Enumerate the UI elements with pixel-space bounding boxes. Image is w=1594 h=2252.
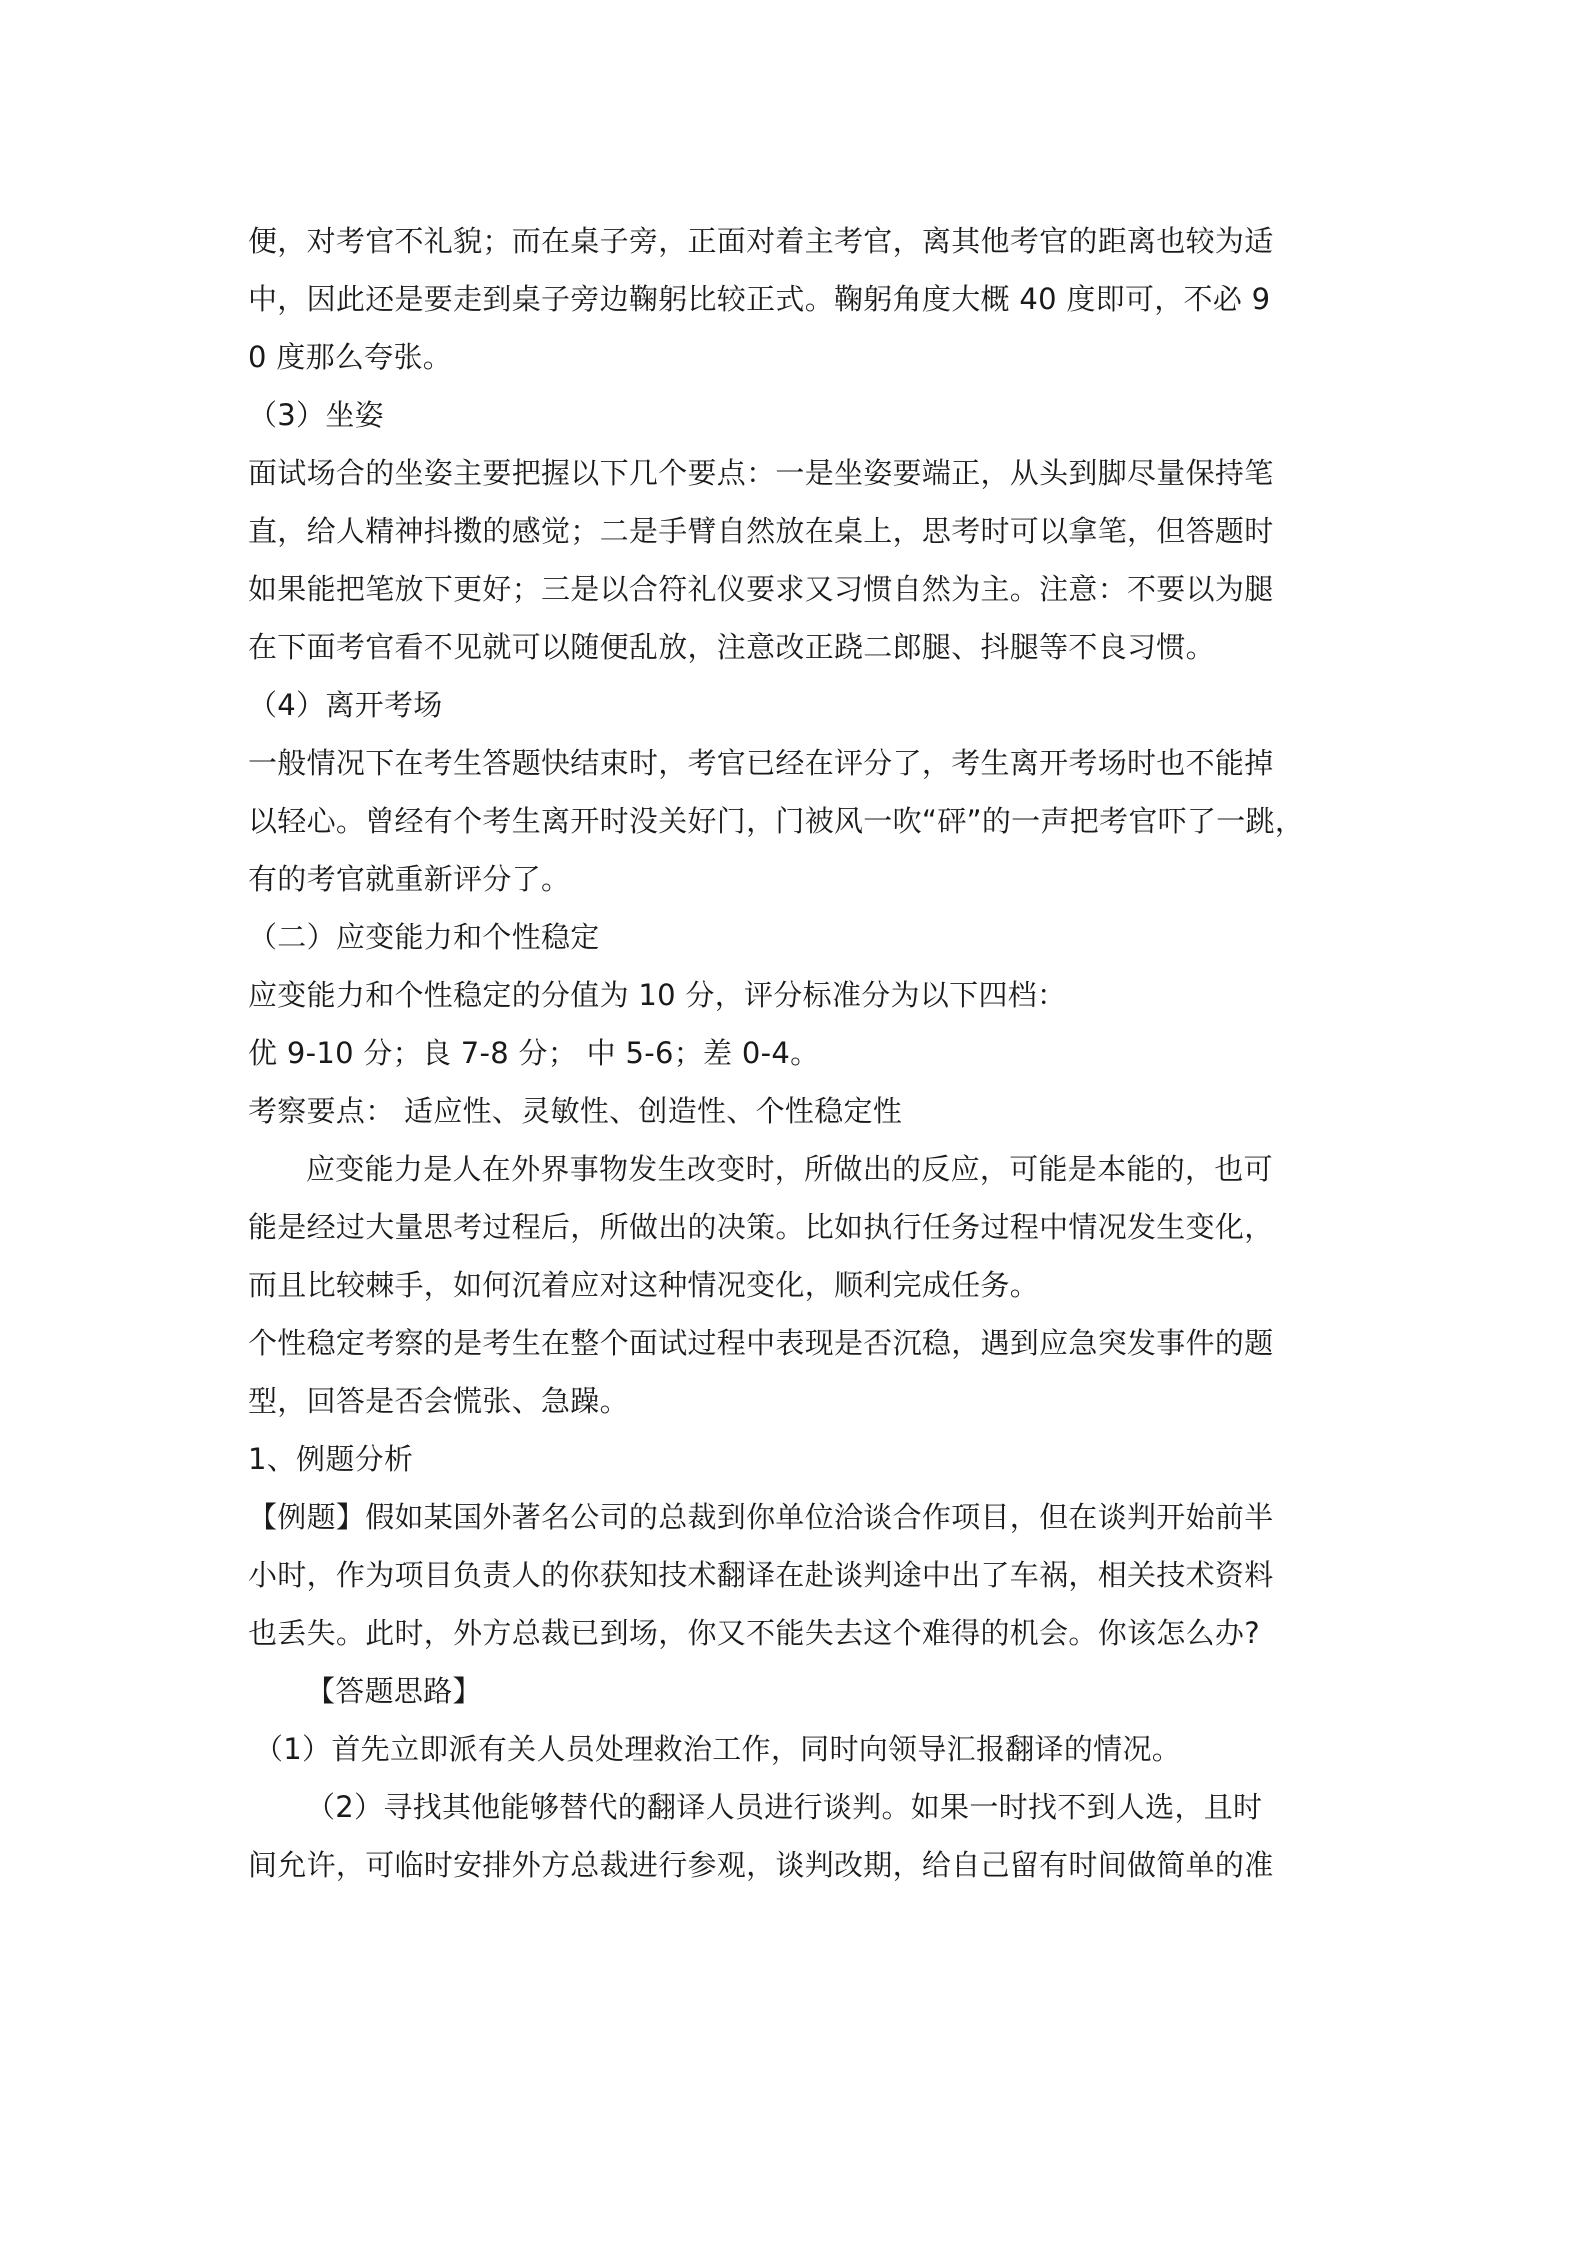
paragraph-line: 面试场合的坐姿主要把握以下几个要点：一是坐姿要端正，从头到脚尽量保持笔: [248, 456, 1274, 490]
paragraph-line: 如果能把笔放下更好；三是以合符礼仪要求又习惯自然为主。注意：不要以为腿: [248, 572, 1274, 606]
paragraph-line: 间允许，可临时安排外方总裁进行参观，谈判改期，给自己留有时间做简单的准: [248, 1848, 1274, 1882]
paragraph-line: 个性稳定考察的是考生在整个面试过程中表现是否沉稳，遇到应急突发事件的题: [248, 1326, 1274, 1360]
section-heading-adaptability: （二）应变能力和个性稳定: [248, 920, 600, 954]
example-question-line: 也丢失。此时，外方总裁已到场，你又不能失去这个难得的机会。你该怎么办?: [248, 1616, 1260, 1650]
section-heading-leaving-exam-room: （4）离开考场: [248, 688, 443, 722]
paragraph-line: 直，给人精神抖擞的感觉；二是手臂自然放在桌上，思考时可以拿笔，但答题时: [248, 514, 1274, 548]
answer-approach-heading: 【答题思路】: [306, 1674, 482, 1708]
paragraph-line: 0 度那么夸张。: [248, 340, 453, 374]
paragraph-line: 型，回答是否会慌张、急躁。: [248, 1384, 629, 1418]
paragraph-line: 应变能力是人在外界事物发生改变时，所做出的反应，可能是本能的，也可: [306, 1152, 1273, 1186]
paragraph-line: 便，对考官不礼貌；而在桌子旁，正面对着主考官，离其他考官的距离也较为适: [248, 224, 1274, 258]
section-heading-sitting-posture: （3）坐姿: [248, 398, 384, 432]
paragraph-line: 中，因此还是要走到桌子旁边鞠躬比较正式。鞠躬角度大概 40 度即可，不必 9: [248, 282, 1271, 316]
paragraph-line: 有的考官就重新评分了。: [248, 862, 571, 896]
grading-scale-line: 优 9-10 分；良 7-8 分； 中 5-6；差 0-4。: [248, 1036, 820, 1070]
paragraph-line: 在下面考官看不见就可以随便乱放，注意改正跷二郎腿、抖腿等不良习惯。: [248, 630, 1215, 664]
answer-step-line: （1）首先立即派有关人员处理救治工作，同时向领导汇报翻译的情况。: [254, 1732, 1182, 1766]
paragraph-line: 一般情况下在考生答题快结束时，考官已经在评分了，考生离开考场时也不能掉: [248, 746, 1274, 780]
section-heading-example-analysis: 1、例题分析: [248, 1442, 414, 1476]
document-body: [248, 212, 1358, 1894]
paragraph-line: 能是经过大量思考过程后，所做出的决策。比如执行任务过程中情况发生变化，: [248, 1210, 1274, 1244]
key-points-line: 考察要点： 适应性、灵敏性、创造性、个性稳定性: [248, 1094, 903, 1128]
paragraph-line: 以轻心。曾经有个考生离开时没关好门，门被风一吹“砰”的一声把考官吓了一跳，: [248, 804, 1305, 838]
answer-step-line: （2）寻找其他能够替代的翻译人员进行谈判。如果一时找不到人选，且时: [306, 1790, 1263, 1824]
example-question-line: 【例题】假如某国外著名公司的总裁到你单位洽谈合作项目，但在谈判开始前半: [248, 1500, 1274, 1534]
example-question-line: 小时，作为项目负责人的你获知技术翻译在赴谈判途中出了车祸，相关技术资料: [248, 1558, 1274, 1592]
paragraph-line: 而且比较棘手，如何沉着应对这种情况变化，顺利完成任务。: [248, 1268, 1040, 1302]
paragraph-line: 应变能力和个性稳定的分值为 10 分，评分标准分为以下四档：: [248, 978, 1067, 1012]
